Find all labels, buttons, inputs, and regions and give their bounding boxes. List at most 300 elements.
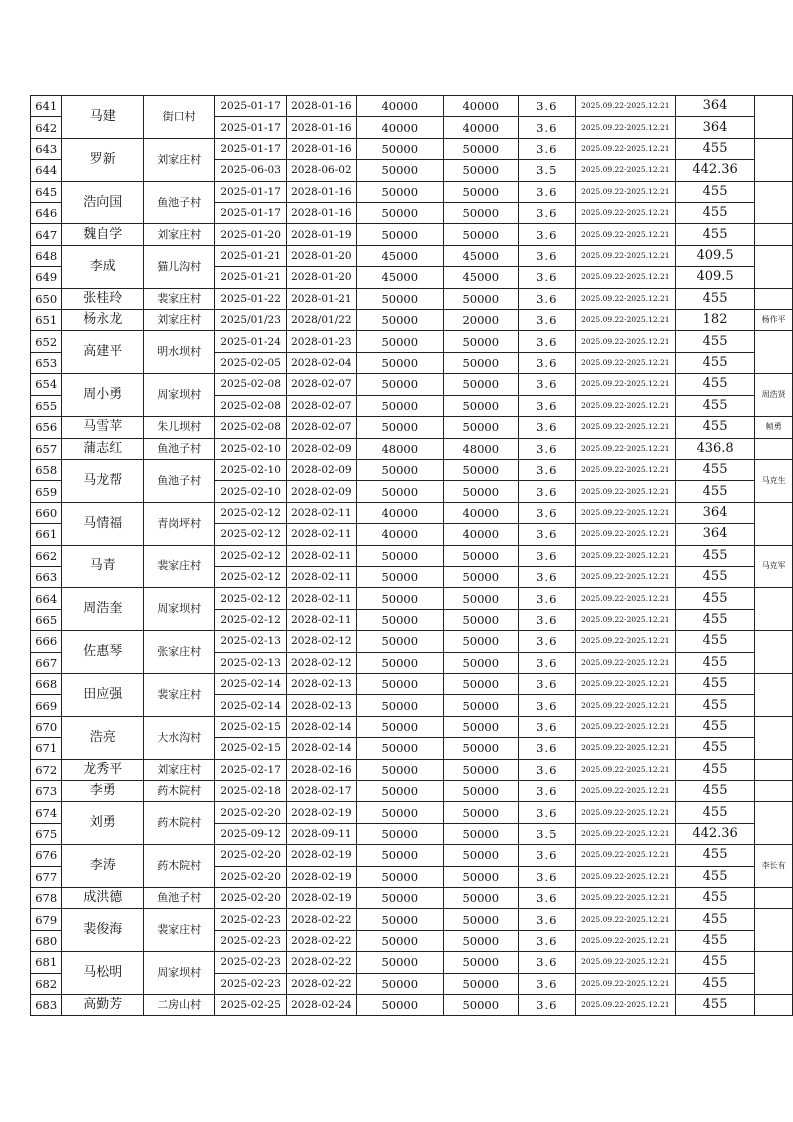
interest-rate-cell: 3.6 [518,310,575,331]
loan-start-date-cell: 2025-02-15 [215,716,287,737]
interest-rate-cell: 3.6 [518,459,575,480]
interest-amount-cell: 455 [675,588,755,609]
interest-period-cell: 2025.09.22-2025.12.21 [575,802,675,823]
interest-amount-cell: 455 [675,352,755,373]
loan-end-date-cell: 2028-01-23 [287,331,356,352]
village-cell: 明水坝村 [144,331,215,374]
loan-start-date-cell: 2025-02-23 [215,973,287,994]
note-cell [755,759,793,780]
note-cell: 周浩贤 [755,374,793,417]
row-number-cell: 675 [31,823,62,844]
interest-rate-cell: 3.6 [518,288,575,309]
loan-amount-cell: 50000 [356,417,443,438]
row-number-cell: 662 [31,545,62,566]
loan-balance-cell: 50000 [443,288,518,309]
interest-amount-cell: 364 [675,96,755,117]
interest-rate-cell: 3.6 [518,652,575,673]
note-cell [755,716,793,759]
loan-amount-cell: 45000 [356,267,443,288]
row-number-cell: 642 [31,117,62,138]
loan-end-date-cell: 2028-02-11 [287,566,356,587]
loan-start-date-cell: 2025-02-20 [215,802,287,823]
borrower-name-cell: 马龙帮 [62,459,144,502]
row-number-cell: 670 [31,716,62,737]
interest-period-cell: 2025.09.22-2025.12.21 [575,438,675,459]
village-cell: 药木院村 [144,845,215,888]
table-row [31,952,793,973]
loan-balance-cell: 50000 [443,673,518,694]
table-row [31,716,793,737]
loan-start-date-cell: 2025-01-22 [215,288,287,309]
interest-amount-cell: 455 [675,695,755,716]
interest-period-cell: 2025.09.22-2025.12.21 [575,374,675,395]
interest-rate-cell: 3.6 [518,395,575,416]
row-number-cell: 660 [31,502,62,523]
interest-rate-cell: 3.6 [518,930,575,951]
interest-amount-cell: 455 [675,888,755,909]
village-cell: 刘家庄村 [144,310,215,331]
interest-amount-cell: 455 [675,609,755,630]
row-number-cell: 674 [31,802,62,823]
row-number-cell: 665 [31,609,62,630]
loan-end-date-cell: 2028-01-16 [287,138,356,159]
loan-balance-cell: 50000 [443,395,518,416]
borrower-name-cell: 马情福 [62,502,144,545]
loan-balance-cell: 50000 [443,888,518,909]
interest-rate-cell: 3.6 [518,631,575,652]
village-cell: 鱼池子村 [144,438,215,459]
borrower-name-cell: 裴俊海 [62,909,144,952]
loan-start-date-cell: 2025-01-20 [215,224,287,245]
interest-period-cell: 2025.09.22-2025.12.21 [575,224,675,245]
interest-rate-cell: 3.6 [518,417,575,438]
note-cell [755,952,793,995]
interest-rate-cell: 3.6 [518,203,575,224]
interest-amount-cell: 455 [675,545,755,566]
loan-start-date-cell: 2025-06-03 [215,160,287,181]
interest-period-cell: 2025.09.22-2025.12.21 [575,181,675,202]
interest-amount-cell: 436.8 [675,438,755,459]
loan-amount-cell: 50000 [356,673,443,694]
table-row [31,502,793,523]
loan-end-date-cell: 2028-02-09 [287,481,356,502]
interest-rate-cell: 3.6 [518,545,575,566]
loan-balance-cell: 50000 [443,866,518,887]
interest-amount-cell: 455 [675,909,755,930]
loan-amount-cell: 50000 [356,738,443,759]
interest-period-cell: 2025.09.22-2025.12.21 [575,267,675,288]
village-cell: 周家坝村 [144,952,215,995]
interest-rate-cell: 3.6 [518,481,575,502]
table-row [31,759,793,780]
note-cell [755,245,793,288]
interest-amount-cell: 455 [675,203,755,224]
interest-period-cell: 2025.09.22-2025.12.21 [575,117,675,138]
loan-amount-cell: 50000 [356,224,443,245]
loan-end-date-cell: 2028-02-04 [287,352,356,373]
loan-amount-cell: 50000 [356,331,443,352]
loan-end-date-cell: 2028-01-21 [287,288,356,309]
row-number-cell: 645 [31,181,62,202]
row-number-cell: 676 [31,845,62,866]
table-row [31,545,793,566]
row-number-cell: 668 [31,673,62,694]
loan-amount-cell: 50000 [356,374,443,395]
borrower-name-cell: 高勤芳 [62,995,144,1016]
interest-amount-cell: 455 [675,845,755,866]
loan-amount-cell: 48000 [356,438,443,459]
loan-balance-cell: 50000 [443,481,518,502]
interest-rate-cell: 3.6 [518,117,575,138]
table-row [31,588,793,609]
interest-period-cell: 2025.09.22-2025.12.21 [575,310,675,331]
row-number-cell: 672 [31,759,62,780]
interest-rate-cell: 3.6 [518,331,575,352]
table-row [31,781,793,802]
interest-amount-cell: 455 [675,138,755,159]
loan-balance-cell: 50000 [443,224,518,245]
interest-rate-cell: 3.6 [518,267,575,288]
loan-amount-cell: 50000 [356,909,443,930]
interest-rate-cell: 3.6 [518,716,575,737]
loan-end-date-cell: 2028-01-16 [287,181,356,202]
loan-end-date-cell: 2028-02-19 [287,866,356,887]
loan-start-date-cell: 2025-02-20 [215,888,287,909]
loan-amount-cell: 50000 [356,716,443,737]
row-number-cell: 651 [31,310,62,331]
loan-balance-cell: 50000 [443,995,518,1016]
loan-end-date-cell: 2028-02-07 [287,417,356,438]
borrower-name-cell: 罗新 [62,138,144,181]
loan-end-date-cell: 2028-02-11 [287,545,356,566]
loan-balance-cell: 50000 [443,545,518,566]
loan-balance-cell: 50000 [443,759,518,780]
loan-balance-cell: 50000 [443,609,518,630]
loan-balance-cell: 50000 [443,417,518,438]
row-number-cell: 652 [31,331,62,352]
note-cell [755,224,793,245]
note-cell: 李长有 [755,845,793,888]
borrower-name-cell: 李成 [62,245,144,288]
loan-start-date-cell: 2025-02-12 [215,545,287,566]
borrower-name-cell: 魏自学 [62,224,144,245]
interest-period-cell: 2025.09.22-2025.12.21 [575,545,675,566]
loan-amount-cell: 50000 [356,459,443,480]
table-row [31,631,793,652]
loan-start-date-cell: 2025-09-12 [215,823,287,844]
loan-balance-cell: 50000 [443,802,518,823]
loan-amount-cell: 50000 [356,545,443,566]
note-cell [755,802,793,845]
loan-end-date-cell: 2028-02-16 [287,759,356,780]
interest-period-cell: 2025.09.22-2025.12.21 [575,588,675,609]
loan-start-date-cell: 2025-02-08 [215,395,287,416]
loan-end-date-cell: 2028-02-19 [287,888,356,909]
loan-end-date-cell: 2028-02-12 [287,652,356,673]
row-number-cell: 663 [31,566,62,587]
row-number-cell: 647 [31,224,62,245]
loan-start-date-cell: 2025-02-18 [215,781,287,802]
village-cell: 猫儿沟村 [144,245,215,288]
table-row [31,288,793,309]
interest-period-cell: 2025.09.22-2025.12.21 [575,866,675,887]
row-number-cell: 681 [31,952,62,973]
note-cell [755,631,793,674]
loan-amount-cell: 50000 [356,160,443,181]
loan-start-date-cell: 2025-02-05 [215,352,287,373]
interest-amount-cell: 455 [675,995,755,1016]
row-number-cell: 677 [31,866,62,887]
interest-period-cell: 2025.09.22-2025.12.21 [575,395,675,416]
village-cell: 药木院村 [144,781,215,802]
loan-end-date-cell: 2028-01-20 [287,267,356,288]
loan-balance-cell: 50000 [443,781,518,802]
loan-start-date-cell: 2025-02-20 [215,845,287,866]
village-cell: 二房山村 [144,995,215,1016]
row-number-cell: 678 [31,888,62,909]
interest-rate-cell: 3.6 [518,502,575,523]
interest-rate-cell: 3.6 [518,909,575,930]
loan-end-date-cell: 2028-02-24 [287,995,356,1016]
loan-end-date-cell: 2028-02-19 [287,802,356,823]
note-cell [755,181,793,224]
loan-amount-cell: 40000 [356,117,443,138]
interest-amount-cell: 409.5 [675,245,755,266]
loan-start-date-cell: 2025-02-14 [215,673,287,694]
loan-start-date-cell: 2025-02-17 [215,759,287,780]
row-number-cell: 673 [31,781,62,802]
interest-amount-cell: 455 [675,481,755,502]
interest-period-cell: 2025.09.22-2025.12.21 [575,631,675,652]
loan-end-date-cell: 2028-02-13 [287,695,356,716]
loan-end-date-cell: 2028-02-09 [287,459,356,480]
interest-rate-cell: 3.6 [518,374,575,395]
row-number-cell: 656 [31,417,62,438]
loan-balance-cell: 50000 [443,588,518,609]
village-cell: 裴家庄村 [144,673,215,716]
interest-amount-cell: 455 [675,181,755,202]
interest-period-cell: 2025.09.22-2025.12.21 [575,566,675,587]
row-number-cell: 666 [31,631,62,652]
loan-amount-cell: 50000 [356,609,443,630]
table-row [31,845,793,866]
village-cell: 刘家庄村 [144,759,215,780]
loan-balance-cell: 50000 [443,352,518,373]
interest-rate-cell: 3.6 [518,952,575,973]
loan-amount-cell: 50000 [356,566,443,587]
village-cell: 周家坝村 [144,588,215,631]
loan-amount-cell: 50000 [356,759,443,780]
borrower-name-cell: 李涛 [62,845,144,888]
loan-amount-cell: 50000 [356,695,443,716]
village-cell: 药木院村 [144,802,215,845]
loan-balance-cell: 50000 [443,181,518,202]
interest-period-cell: 2025.09.22-2025.12.21 [575,652,675,673]
loan-balance-cell: 40000 [443,96,518,117]
loan-amount-cell: 50000 [356,310,443,331]
loan-balance-cell: 50000 [443,160,518,181]
interest-period-cell: 2025.09.22-2025.12.21 [575,952,675,973]
loan-balance-cell: 50000 [443,331,518,352]
loan-amount-cell: 50000 [356,845,443,866]
note-cell [755,888,793,909]
loan-amount-cell: 50000 [356,823,443,844]
interest-rate-cell: 3.6 [518,995,575,1016]
interest-rate-cell: 3.6 [518,245,575,266]
row-number-cell: 643 [31,138,62,159]
loan-amount-cell: 50000 [356,588,443,609]
loan-start-date-cell: 2025-02-10 [215,481,287,502]
loan-start-date-cell: 2025-02-20 [215,866,287,887]
table-row [31,331,793,352]
loan-balance-cell: 50000 [443,952,518,973]
loan-amount-cell: 50000 [356,802,443,823]
table-body [31,96,793,1016]
interest-period-cell: 2025.09.22-2025.12.21 [575,759,675,780]
interest-amount-cell: 455 [675,716,755,737]
interest-amount-cell: 455 [675,781,755,802]
loan-start-date-cell: 2025-02-12 [215,566,287,587]
interest-period-cell: 2025.09.22-2025.12.21 [575,909,675,930]
borrower-name-cell: 张桂玲 [62,288,144,309]
row-number-cell: 654 [31,374,62,395]
interest-rate-cell: 3.6 [518,866,575,887]
loan-end-date-cell: 2028-02-11 [287,588,356,609]
borrower-name-cell: 成洪德 [62,888,144,909]
borrower-name-cell: 刘勇 [62,802,144,845]
loan-amount-cell: 50000 [356,781,443,802]
loan-balance-cell: 48000 [443,438,518,459]
interest-period-cell: 2025.09.22-2025.12.21 [575,973,675,994]
interest-amount-cell: 455 [675,288,755,309]
village-cell: 街口村 [144,96,215,139]
loan-end-date-cell: 2028-02-09 [287,438,356,459]
table-row [31,802,793,823]
loan-balance-cell: 40000 [443,502,518,523]
interest-amount-cell: 442.36 [675,823,755,844]
loan-balance-cell: 40000 [443,524,518,545]
interest-rate-cell: 3.6 [518,888,575,909]
village-cell: 朱儿坝村 [144,417,215,438]
note-cell [755,781,793,802]
loan-end-date-cell: 2028-02-11 [287,524,356,545]
loan-amount-cell: 40000 [356,502,443,523]
loan-amount-cell: 50000 [356,203,443,224]
interest-amount-cell: 455 [675,759,755,780]
interest-rate-cell: 3.6 [518,588,575,609]
loan-amount-cell: 50000 [356,481,443,502]
borrower-name-cell: 马雪苹 [62,417,144,438]
loan-amount-cell: 45000 [356,245,443,266]
row-number-cell: 667 [31,652,62,673]
loan-start-date-cell: 2025-01-17 [215,203,287,224]
interest-period-cell: 2025.09.22-2025.12.21 [575,203,675,224]
table-row [31,245,793,266]
row-number-cell: 649 [31,267,62,288]
borrower-name-cell: 马建 [62,96,144,139]
interest-rate-cell: 3.6 [518,695,575,716]
row-number-cell: 641 [31,96,62,117]
row-number-cell: 661 [31,524,62,545]
borrower-name-cell: 龙秀平 [62,759,144,780]
loan-start-date-cell: 2025-02-13 [215,652,287,673]
interest-period-cell: 2025.09.22-2025.12.21 [575,930,675,951]
note-cell [755,588,793,631]
loan-balance-cell: 50000 [443,823,518,844]
loan-amount-cell: 50000 [356,631,443,652]
interest-period-cell: 2025.09.22-2025.12.21 [575,160,675,181]
village-cell: 周家坝村 [144,374,215,417]
note-cell: 帧勇 [755,417,793,438]
table-row [31,417,793,438]
interest-period-cell: 2025.09.22-2025.12.21 [575,995,675,1016]
loan-start-date-cell: 2025-01-17 [215,96,287,117]
loan-balance-cell: 45000 [443,245,518,266]
interest-period-cell: 2025.09.22-2025.12.21 [575,695,675,716]
table-row [31,138,793,159]
borrower-name-cell: 李勇 [62,781,144,802]
interest-rate-cell: 3.5 [518,160,575,181]
interest-rate-cell: 3.6 [518,224,575,245]
interest-period-cell: 2025.09.22-2025.12.21 [575,481,675,502]
loan-balance-cell: 50000 [443,695,518,716]
loan-amount-cell: 40000 [356,96,443,117]
table-row [31,673,793,694]
loan-balance-cell: 50000 [443,459,518,480]
loan-amount-cell: 50000 [356,181,443,202]
loan-start-date-cell: 2025-02-15 [215,738,287,759]
interest-period-cell: 2025.09.22-2025.12.21 [575,502,675,523]
borrower-name-cell: 马松明 [62,952,144,995]
village-cell: 刘家庄村 [144,224,215,245]
interest-amount-cell: 455 [675,866,755,887]
interest-rate-cell: 3.6 [518,438,575,459]
note-cell: 杨作平 [755,310,793,331]
interest-rate-cell: 3.6 [518,781,575,802]
loan-amount-cell: 50000 [356,352,443,373]
interest-amount-cell: 364 [675,524,755,545]
interest-period-cell: 2025.09.22-2025.12.21 [575,781,675,802]
note-cell [755,288,793,309]
loan-balance-cell: 50000 [443,973,518,994]
loan-start-date-cell: 2025-01-17 [215,117,287,138]
loan-end-date-cell: 2028-02-13 [287,673,356,694]
note-cell [755,995,793,1016]
village-cell: 裴家庄村 [144,288,215,309]
note-cell [755,138,793,181]
interest-period-cell: 2025.09.22-2025.12.21 [575,331,675,352]
loan-balance-cell: 50000 [443,930,518,951]
loan-amount-cell: 40000 [356,524,443,545]
interest-amount-cell: 455 [675,673,755,694]
loan-end-date-cell: 2028-01-16 [287,203,356,224]
loan-balance-cell: 50000 [443,738,518,759]
loan-end-date-cell: 2028-02-22 [287,952,356,973]
loan-balance-cell: 50000 [443,203,518,224]
interest-period-cell: 2025.09.22-2025.12.21 [575,673,675,694]
row-number-cell: 669 [31,695,62,716]
loan-start-date-cell: 2025-02-12 [215,502,287,523]
interest-rate-cell: 3.6 [518,609,575,630]
row-number-cell: 657 [31,438,62,459]
loan-balance-cell: 50000 [443,138,518,159]
loan-start-date-cell: 2025-02-12 [215,524,287,545]
row-number-cell: 655 [31,395,62,416]
loan-start-date-cell: 2025-01-21 [215,267,287,288]
loan-amount-cell: 50000 [356,930,443,951]
row-number-cell: 644 [31,160,62,181]
loan-end-date-cell: 2028-02-22 [287,930,356,951]
